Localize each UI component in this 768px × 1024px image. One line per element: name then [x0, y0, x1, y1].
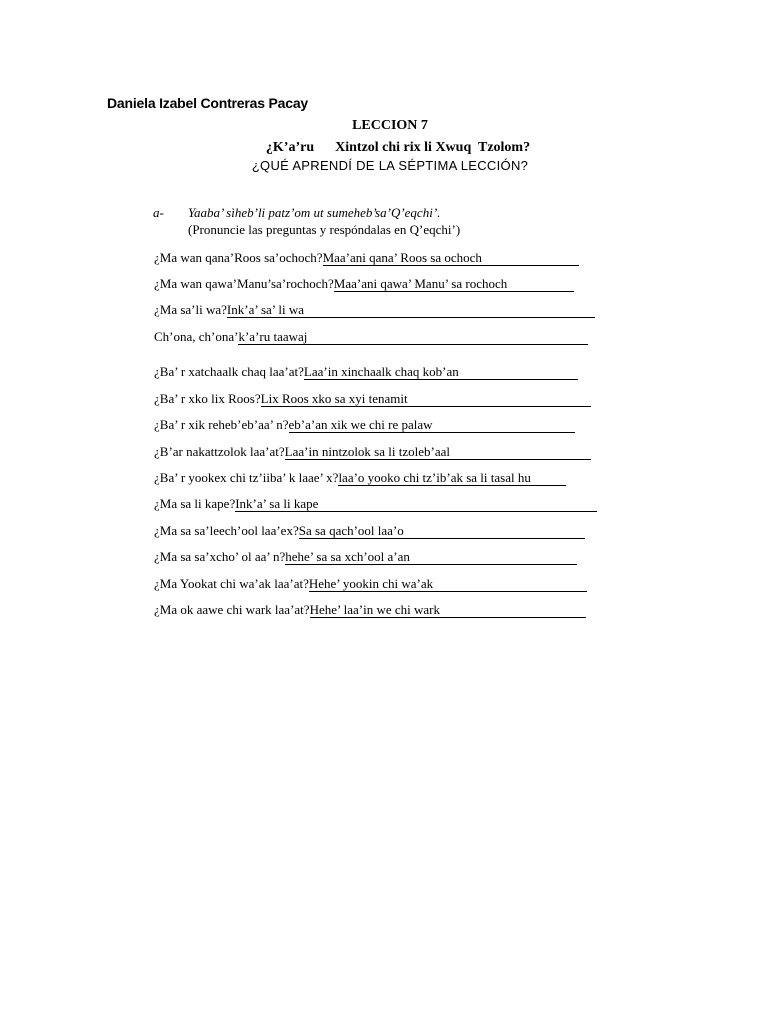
answer-text: laa’o yooko chi tz’ib’ak sa li tasal hu	[338, 471, 566, 486]
qa-item	[154, 523, 585, 539]
instruction-marker: a-	[153, 205, 164, 220]
question-text: ¿Ba’ r xik reheb’eb’aa’ n?	[154, 417, 289, 432]
qa-item	[154, 417, 575, 433]
answer-text: Ink’a’ sa’ li wa	[227, 303, 595, 318]
qa-item	[154, 329, 588, 345]
question-text: ¿Ma Yookat chi wa’ak laa’at?	[154, 576, 309, 591]
lesson-title: ¿K’a’ru Xintzol chi rix li Xwuq Tzolom?	[265, 140, 531, 155]
answer-text: Maa’ani qana’ Roos sa ochoch	[323, 251, 579, 266]
answer-text: Hehe’ laa’in we chi wark	[310, 603, 586, 618]
question-text: ¿Ba’ r yookex chi tz’iiba’ k laae’ x?	[154, 470, 339, 485]
question-text: Ch’ona, ch’ona’	[154, 329, 239, 344]
qa-item	[154, 250, 579, 266]
qa-item	[154, 444, 591, 460]
answer-text: eb’a’an xik we chi re palaw	[289, 418, 575, 433]
answer-text: Ink’a’ sa li kape	[235, 497, 597, 512]
answer-text: Hehe’ yookin chi wa’ak	[309, 577, 587, 592]
question-text: ¿Ma sa li kape?	[154, 496, 236, 511]
author-name: Daniela Izabel Contreras Pacay	[107, 95, 308, 111]
question-text: ¿Ba’ r xko lix Roos?	[154, 391, 261, 406]
question-text: ¿Ba’ r xatchaalk chaq laa’at?	[154, 364, 304, 379]
lesson-number: LECCION 7	[352, 118, 428, 133]
question-text: ¿Ma wan qana’Roos sa’ochoch?	[154, 250, 323, 265]
question-text: ¿Ma sa sa’xcho’ ol aa’ n?	[154, 549, 286, 564]
answer-text: Laa’in xinchaalk chaq kob’an	[304, 365, 578, 380]
answer-text: k’a’ru taawaj	[238, 330, 588, 345]
answer-text: Laa’in nintzolok sa li tzoleb’aal	[285, 445, 591, 460]
qa-item	[154, 276, 574, 292]
lesson-subtitle: ¿QUÉ APRENDÍ DE LA SÉPTIMA LECCIÓN?	[251, 158, 529, 173]
qa-item	[154, 576, 587, 592]
qa-item	[154, 602, 586, 618]
instruction-note: (Pronuncie las preguntas y respóndalas en Q’eqchi’)	[188, 222, 461, 237]
qa-item	[154, 496, 597, 512]
answer-text: Sa sa qach’ool laa’o	[299, 524, 585, 539]
question-text: ¿Ma wan qawa’Manu’sa’rochoch?	[154, 276, 334, 291]
answer-text: Lix Roos xko sa xyi tenamit	[261, 392, 591, 407]
question-text: ¿Ma sa’li wa?	[154, 302, 227, 317]
answer-text: hehe’ sa sa xch’ool a’an	[285, 550, 577, 565]
question-text: ¿Ma sa sa’leech’ool laa’ex?	[154, 523, 299, 538]
qa-item	[154, 549, 577, 565]
instruction-text: Yaaba’ sìheb’li patz’om ut sumeheb’sa’Q’eqchi’.	[188, 205, 441, 220]
question-text: ¿Ma ok aawe chi wark laa’at?	[154, 602, 310, 617]
qa-item	[154, 470, 566, 486]
qa-item	[154, 302, 595, 318]
answer-text: Maa’ani qawa’ Manu’ sa rochoch	[334, 277, 574, 292]
qa-item	[154, 391, 591, 407]
question-text: ¿B’ar nakattzolok laa’at?	[154, 444, 285, 459]
qa-item	[154, 364, 578, 380]
